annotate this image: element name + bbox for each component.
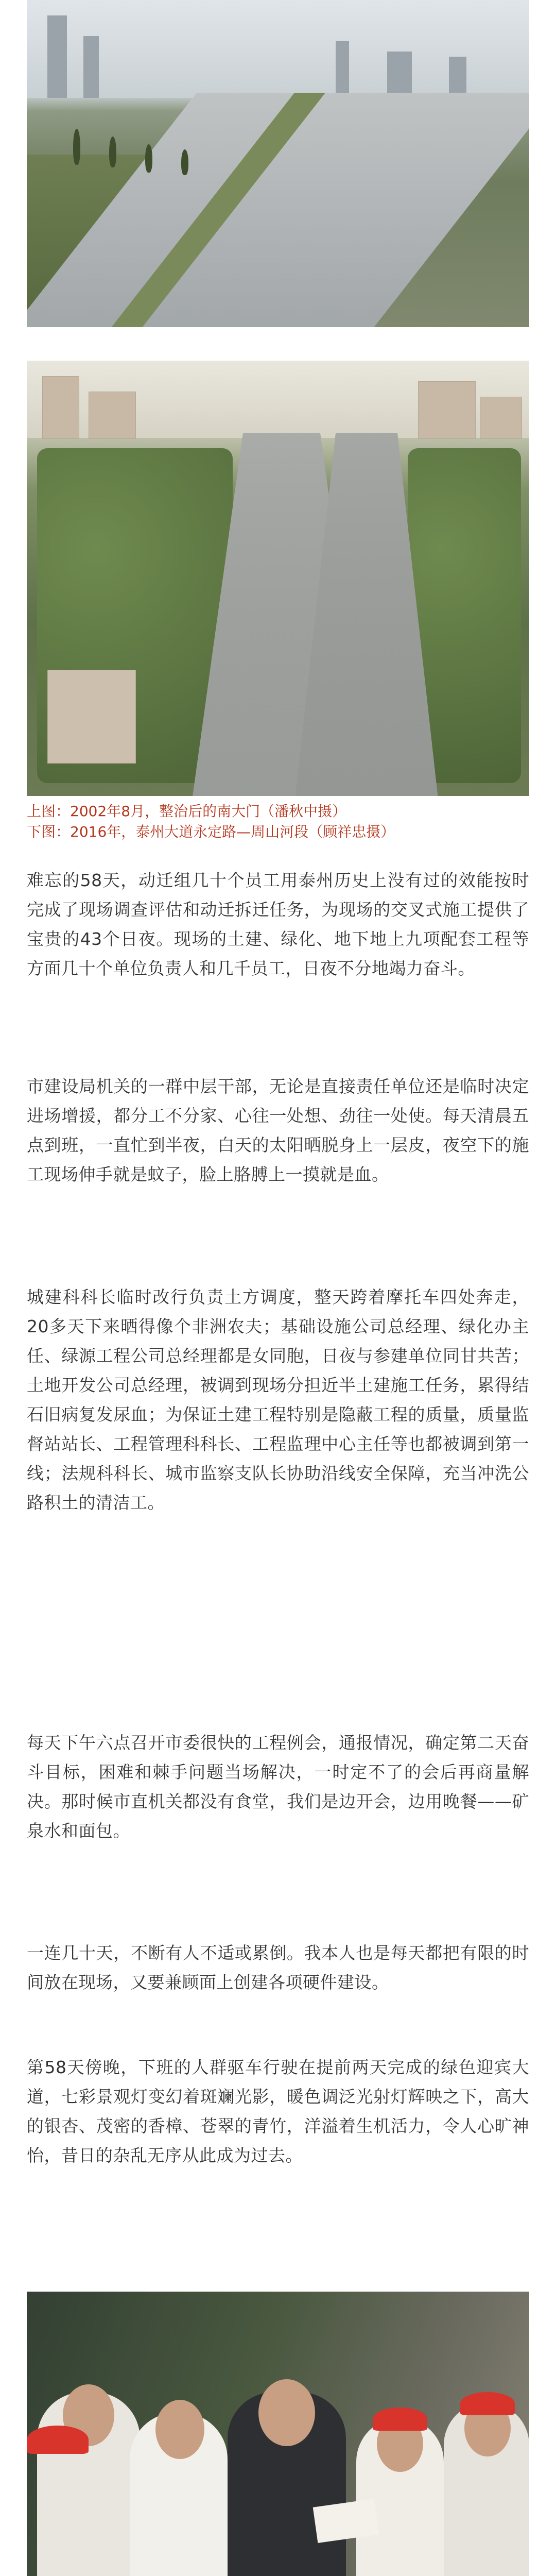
hard-hat: [27, 2426, 89, 2454]
building: [336, 41, 349, 98]
building: [418, 381, 476, 439]
paragraph: 每天下午六点召开市委很快的工程例会，通报情况，确定第二天奋斗目标，困难和棘手问题当场解决，一时定不了的会后再商量解决。那时候市直机关都没有食堂，我们是边开会，边用晚餐——矿泉水和面包。: [27, 1733, 529, 1841]
building: [42, 376, 79, 439]
building: [387, 52, 412, 98]
photo-south-gate-2002: [27, 0, 529, 327]
building: [449, 57, 466, 98]
photo-leader-visit-2002: [27, 2292, 529, 2576]
tree: [109, 137, 116, 167]
tree: [181, 149, 188, 175]
paragraph: 第58天傍晚，下班的人群驱车行驶在提前两天完成的绿色迎宾大道，七彩景观灯变幻着斑斓光影，暖色调泛光射灯辉映之下，高大的银杏、茂密的香樟、苍翠的青竹，洋溢着生机活力，令人心旷神怡，昔日的杂乱无序从此成为过去。: [27, 2057, 529, 2165]
building: [47, 670, 136, 764]
paragraph: 市建设局机关的一群中层干部，无论是直接责任单位还是临时决定进场增援，都分工不分家、心往一处想、劲往一处使。每天清晨五点到班，一直忙到半夜，白天的太阳晒脱身上一层皮，夜空下的施工现场伸手就是蚊子，脸上胳膊上一摸就是血。: [27, 1076, 529, 1184]
photo-caption: [27, 801, 529, 842]
photo-taizhou-avenue-2016: [27, 361, 529, 796]
building: [89, 392, 136, 439]
paragraph: 一连几十天，不断有人不适或累倒。我本人也是每天都把有限的时间放在现场，又要兼顾面上创建各项硬件建设。: [27, 1943, 529, 1992]
person-head: [258, 2379, 315, 2446]
hard-hat: [460, 2392, 515, 2415]
caption-text: 上图：2002年8月，整治后的南大门（潘秋中摄） 下图：2016年，泰州大道永定路—周山河段（顾祥忠摄）: [27, 803, 395, 840]
tree: [145, 144, 152, 173]
tree: [73, 129, 80, 165]
person-head: [155, 2400, 204, 2459]
paragraph: 城建科科长临时改行负责土方调度，整天跨着摩托车四处奔走，20多天下来晒得像个非洲农夫；基础设施公司总经理、绿化办主任、绿源工程公司总经理都是女同胞，日夜与参建单位同甘共苦；土地开发公司总经理，被调到现场分担近半土建施工任务，累得结石旧病复发尿血；为保证土建工程特别是隐蔽工程的质量，质量监督站站长、工程管理科科长、工程监理中心主任等也都被调到第一线；法规科科长、城市监察支队长协助沿线安全保障，充当冲洗公路积土的清洁工。: [27, 1287, 529, 1513]
hard-hat: [373, 2408, 427, 2431]
building: [47, 15, 67, 98]
building: [83, 36, 99, 98]
building: [480, 397, 522, 439]
paragraph: 难忘的58天，动迁组几十个员工用泰州历史上没有过的效能按时完成了现场调查评估和动迁拆迁任务，为现场的交叉式施工提供了宝贵的43个日夜。现场的土建、绿化、地下地上九项配套工程等方面几十个单位负责人和几千员工，日夜不分地竭力奋斗。: [27, 870, 529, 978]
